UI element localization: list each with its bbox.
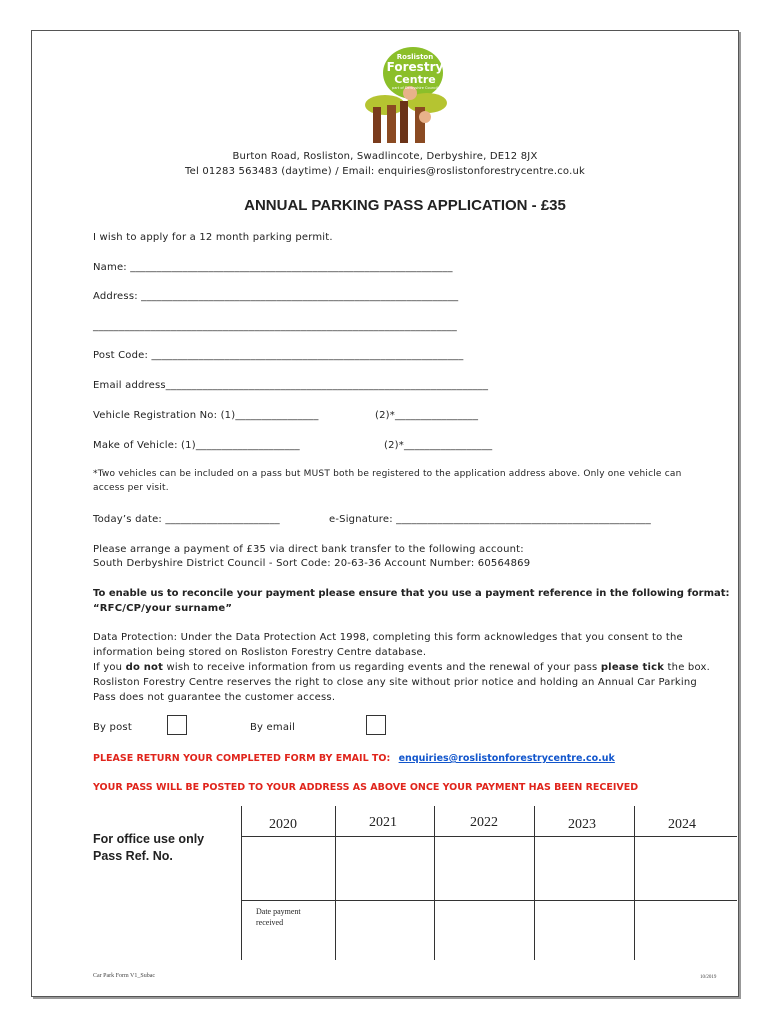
by-post-checkbox[interactable] [167,715,187,735]
by-email-label: By email [250,722,296,733]
return-email-link[interactable]: enquiries@roslistonforestrycentre.co.uk [398,753,615,764]
vehicle-reg-2-field[interactable]: (2)*________________ [375,410,479,421]
return-label: PLEASE RETURN YOUR COMPLETED FORM BY EMAIL TO: [93,753,391,764]
data-protection-5: Pass does not guarantee the customer access. [93,692,336,703]
table-col-line [335,806,336,960]
year-2021: 2021 [369,815,397,830]
footer-right: 10/2019 [700,975,717,980]
forestry-centre-logo [355,45,455,145]
payment-line-1: Please arrange a payment of £35 via direct bank transfer to the following account: [93,544,524,555]
dp3-b: do not [125,662,164,673]
reference-line-1: To enable us to reconcile your payment please ensure that you use a payment reference in the following format: [93,588,730,599]
table-row-line [241,836,737,837]
table-col-line [534,806,535,960]
posted-notice: YOUR PASS WILL BE POSTED TO YOUR ADDRESS AS ABOVE ONCE YOUR PAYMENT HAS BEEN RECEIVED [93,782,639,793]
name-field[interactable]: Name: ______________________________________________________________ [93,262,453,273]
address-field-2[interactable]: ______________________________________________________________________ [93,321,457,332]
postcode-field[interactable]: Post Code: ____________________________________________________________ [93,350,464,361]
data-protection-4: Rosliston Forestry Centre reserves the right to close any site without prior notice and holding an Annual Car Parking [93,677,697,688]
table-col-line [434,806,435,960]
data-protection-3 [93,662,710,673]
make-1-field[interactable]: Make of Vehicle: (1)____________________ [93,440,300,451]
vehicle-reg-1-field[interactable]: Vehicle Registration No: (1)________________ [93,410,319,421]
logo-text-1: Rosliston [396,53,434,61]
by-email-checkbox[interactable] [366,715,386,735]
return-instruction [93,753,615,764]
address-field-1[interactable]: Address: _____________________________________________________________ [93,291,459,302]
email-field[interactable]: Email address______________________________________________________________ [93,380,489,391]
vehicle-note-2: access per visit. [93,483,169,493]
table-row-line [241,900,737,901]
logo-tagline: part of Derbyshire Council [392,86,438,90]
dp3-c: wish to receive information from us regarding events and the renewal of your pass [163,662,601,673]
year-2024: 2024 [668,817,696,832]
header-contact: Tel 01283 563483 (daytime) / Email: enquiries@roslistonforestrycentre.co.uk [185,166,585,177]
make-2-field[interactable]: (2)*_________________ [384,440,493,451]
year-2020: 2020 [269,817,297,832]
vehicle-note-1: *Two vehicles can be included on a pass but MUST both be registered to the application address above. Only one vehicle can [93,469,682,479]
pass-ref-label: Pass Ref. No. [93,849,173,863]
table-col-line [634,806,635,960]
intro-text: I wish to apply for a 12 month parking permit. [93,232,333,243]
logo-text-2: Forestry [386,60,444,74]
by-post-label: By post [93,722,132,733]
footer-left: Car Park Form V1_Subac [93,973,156,979]
payment-line-2: South Derbyshire District Council - Sort Code: 20-63-36 Account Number: 60564869 [93,558,531,569]
office-use-label: For office use only [93,832,205,846]
dp3-a: If you [93,662,126,673]
year-2022: 2022 [470,815,498,830]
dp3-d: please tick [600,662,665,673]
dp3-e: the box. [664,662,710,673]
header-address: Burton Road, Rosliston, Swadlincote, Derbyshire, DE12 8JX [232,151,538,162]
table-col-line [241,806,242,960]
data-protection-2: information being stored on Rosliston Forestry Centre database. [93,647,427,658]
logo-text-3: Centre [394,73,436,86]
date-payment-label: Date payment [256,907,301,916]
reference-line-2: “RFC/CP/your surname” [93,603,233,614]
data-protection-1: Data Protection: Under the Data Protection Act 1998, completing this form acknowledges that you consent to the [93,632,683,643]
year-2023: 2023 [568,817,596,832]
date-field[interactable]: Today’s date: ______________________ [93,514,280,525]
form-title: ANNUAL PARKING PASS APPLICATION - £35 [244,197,566,214]
date-payment-label-2: received [256,918,284,927]
signature-field[interactable]: e-Signature: _________________________________________________ [329,514,651,525]
